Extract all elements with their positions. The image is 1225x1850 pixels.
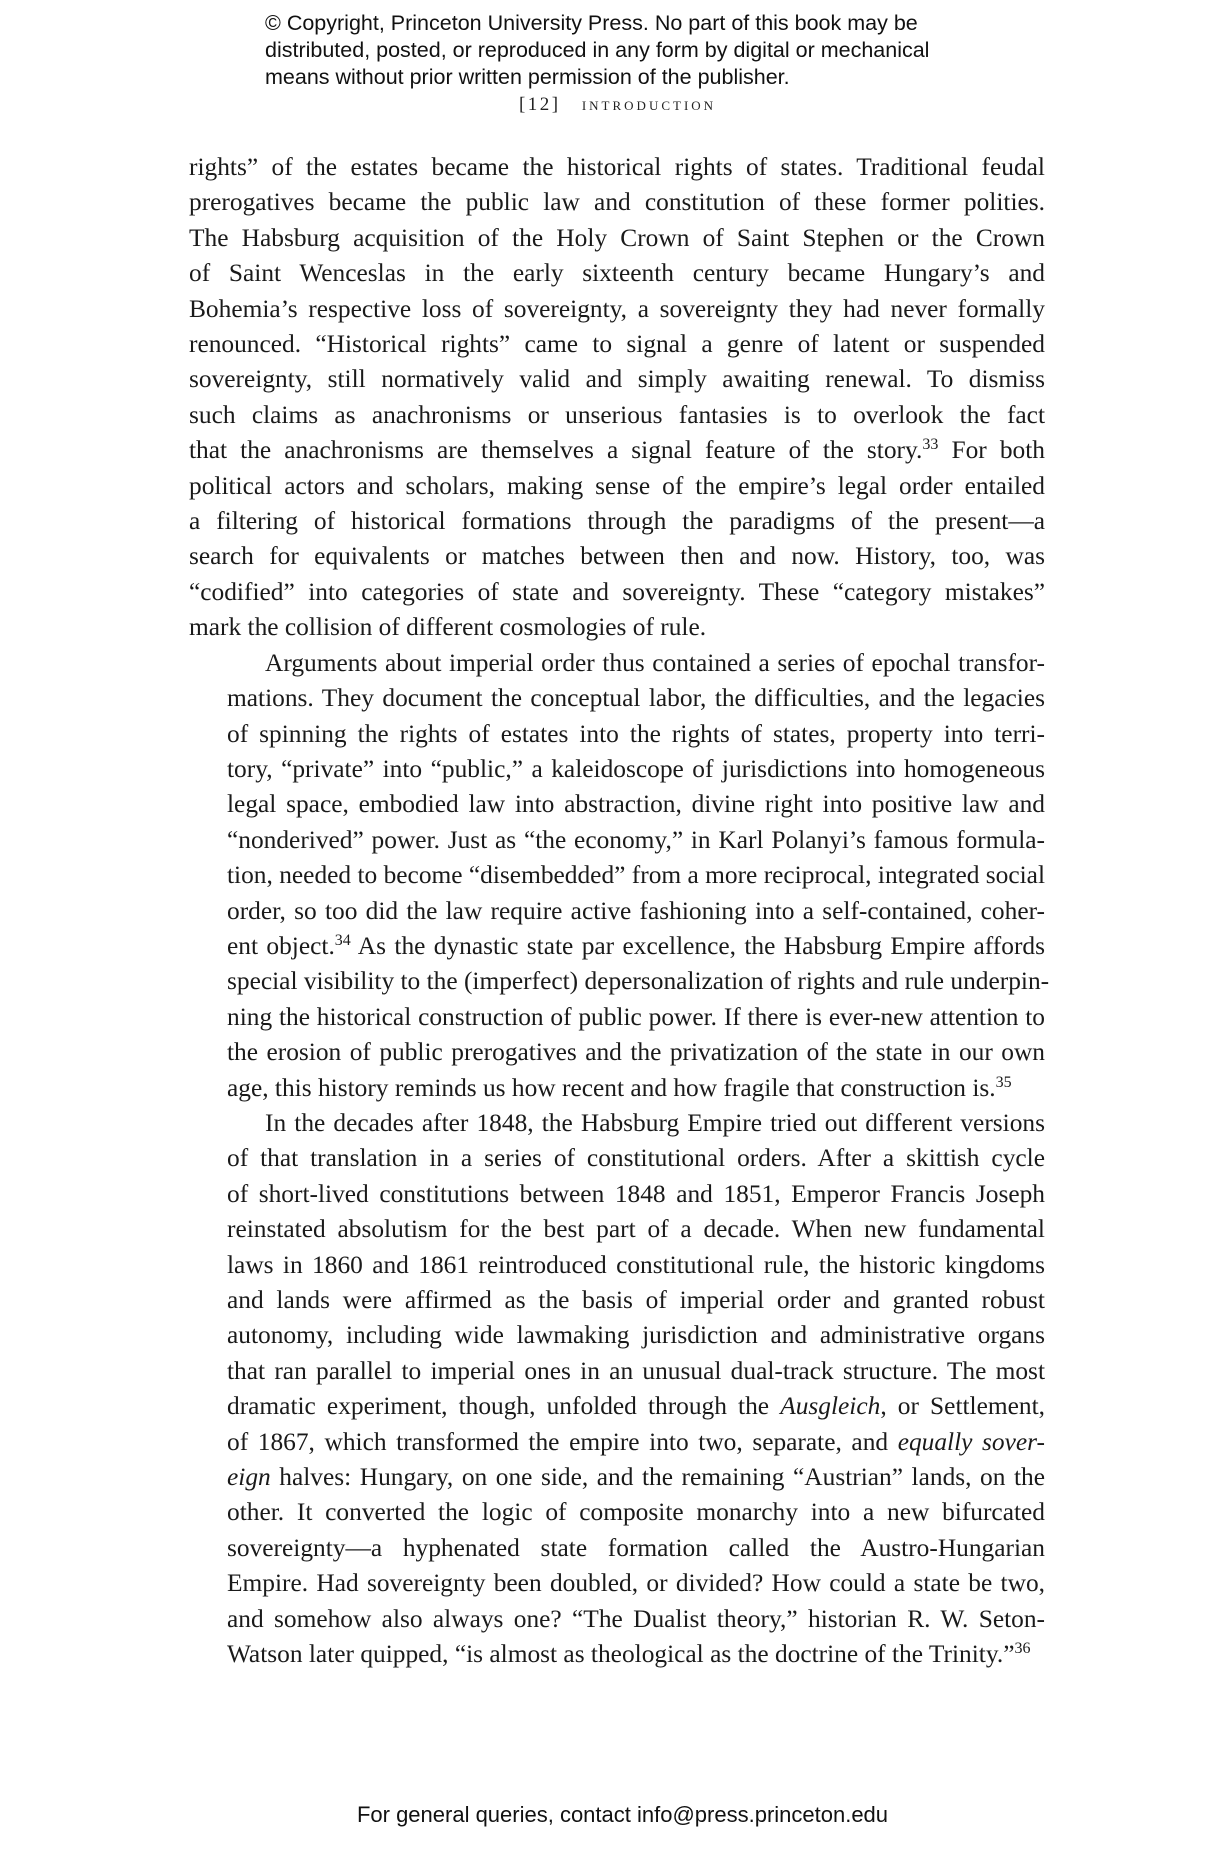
text-line: order, so too did the law require active fashioning into a self-contained, coher-	[227, 896, 1045, 925]
text-line: Arguments about imperial order thus contained a series of epochal transfor-	[265, 648, 1045, 677]
text-line: renounced. “Historical rights” came to signal a genre of latent or suspended	[189, 330, 1045, 359]
paragraph	[189, 150, 1045, 646]
text-line: “nonderived” power. Just as “the economy,” in Karl Polanyi’s famous formula-	[227, 825, 1045, 854]
text-line: such claims as anachronisms or unserious fantasies is to overlook the fact	[189, 400, 1045, 429]
text-line	[189, 929, 1045, 964]
footnote-ref-34[interactable]: 34	[334, 931, 351, 949]
text-line	[189, 1071, 1045, 1106]
body-text	[189, 150, 1050, 1672]
running-head	[0, 94, 1225, 116]
copyright-line: © Copyright, Princeton University Press. No part of this book may be	[265, 11, 918, 35]
text-fragment: Watson later quipped, “is almost as theological as the doctrine of the Trinity.”	[227, 1640, 1015, 1669]
footnote-ref-35[interactable]: 35	[995, 1073, 1012, 1091]
text-fragment: of 1867, which transformed the empire into two, separate, and	[227, 1427, 898, 1456]
text-line	[189, 433, 1045, 468]
text-line: of short-lived constitutions between 1848 and 1851, Emperor Francis Joseph	[227, 1179, 1045, 1208]
copyright-line: means without prior written permission of the publisher.	[265, 65, 790, 89]
italic-term: equally sover-	[897, 1427, 1045, 1456]
text-fragment: , or Settlement,	[880, 1392, 1045, 1421]
page-number: [12]	[518, 94, 561, 115]
text-line: the erosion of public prerogatives and the privatization of the state in our own	[227, 1038, 1045, 1067]
text-line: sovereignty—a hyphenated state formation called the Austro-Hungarian	[227, 1533, 1045, 1562]
text-line: special visibility to the (imperfect) depersonalization of rights and rule underpin-	[227, 967, 1050, 996]
copyright-notice	[265, 10, 1025, 91]
text-line: of spinning the rights of estates into the rights of states, property into terri-	[227, 719, 1045, 748]
text-line: mark the collision of different cosmologies of rule.	[189, 613, 707, 642]
section-title: introduction	[581, 94, 717, 115]
text-line: Empire. Had sovereignty been doubled, or divided? How could a state be two,	[227, 1569, 1045, 1598]
text-line	[189, 1425, 1045, 1460]
text-line: reinstated absolutism for the best part of a decade. When new fundamental	[227, 1215, 1045, 1244]
text-line: rights” of the estates became the historical rights of states. Traditional feudal	[189, 153, 1045, 181]
text-fragment: As the dynastic state par excellence, the Habsburg Empire affords	[350, 931, 1045, 960]
text-line: search for equivalents or matches between then and now. History, too, was	[189, 542, 1045, 571]
text-line: prerogatives became the public law and constitution of these former polities.	[189, 188, 1045, 217]
text-line: In the decades after 1848, the Habsburg Empire tried out different versions	[265, 1108, 1045, 1137]
text-line: sovereignty, still normatively valid and simply awaiting renewal. To dismiss	[189, 365, 1045, 394]
text-line: ning the historical construction of public power. If there is ever-new attention to	[227, 1002, 1045, 1031]
text-line: mations. They document the conceptual labor, the difficulties, and the legacies	[227, 684, 1045, 713]
text-line: of that translation in a series of constitutional orders. After a skittish cycle	[227, 1144, 1045, 1173]
text-line: “codified” into categories of state and sovereignty. These “category mistakes”	[189, 577, 1045, 606]
text-line: of Saint Wenceslas in the early sixteenth century became Hungary’s and	[189, 259, 1045, 288]
text-line: tory, “private” into “public,” a kaleidoscope of jurisdictions into homogeneous	[227, 754, 1045, 783]
text-line: The Habsburg acquisition of the Holy Crown of Saint Stephen or the Crown	[189, 223, 1045, 252]
text-line	[189, 1637, 1045, 1672]
copyright-line: distributed, posted, or reproduced in any form by digital or mechanical	[265, 38, 930, 62]
text-fragment: age, this history reminds us how recent and how fragile that construction is.	[227, 1073, 996, 1102]
paragraph	[189, 646, 1050, 1106]
text-fragment: that the anachronisms are themselves a signal feature of the story.	[189, 436, 923, 465]
text-line: autonomy, including wide lawmaking jurisdiction and administrative organs	[227, 1321, 1045, 1350]
italic-term: eign	[227, 1463, 271, 1492]
text-fragment: ent object.	[227, 931, 335, 960]
text-line: a filtering of historical formations through the paradigms of the present—a	[189, 507, 1045, 536]
footer-contact: For general queries, contact info@press.princeton.edu	[356, 1802, 889, 1827]
italic-term: Ausgleich	[780, 1392, 881, 1421]
paragraph	[189, 1106, 1045, 1673]
text-line: political actors and scholars, making sense of the empire’s legal order entailed	[189, 471, 1045, 500]
text-fragment: halves: Hungary, on one side, and the remaining “Austrian” lands, on the	[270, 1463, 1045, 1492]
text-line: other. It converted the logic of composite monarchy into a new bifurcated	[227, 1498, 1045, 1527]
text-line: and somehow also always one? “The Dualist theory,” historian R. W. Seton-	[227, 1604, 1045, 1633]
text-line: tion, needed to become “disembedded” from a more reciprocal, integrated social	[227, 861, 1045, 890]
text-line: that ran parallel to imperial ones in an unusual dual-track structure. The most	[227, 1356, 1045, 1385]
text-fragment: dramatic experiment, though, unfolded through the	[227, 1392, 781, 1421]
text-fragment: For both	[938, 436, 1045, 465]
footnote-ref-36[interactable]: 36	[1014, 1640, 1031, 1658]
text-line: laws in 1860 and 1861 reintroduced constitutional rule, the historic kingdoms	[227, 1250, 1045, 1279]
text-line	[189, 1460, 1045, 1495]
text-line: Bohemia’s respective loss of sovereignty, a sovereignty they had never formally	[189, 294, 1045, 323]
text-line	[189, 1389, 1045, 1424]
footnote-ref-33[interactable]: 33	[922, 436, 939, 454]
text-line: and lands were affirmed as the basis of imperial order and granted robust	[227, 1286, 1045, 1314]
text-line: legal space, embodied law into abstraction, divine right into positive law and	[227, 790, 1045, 819]
